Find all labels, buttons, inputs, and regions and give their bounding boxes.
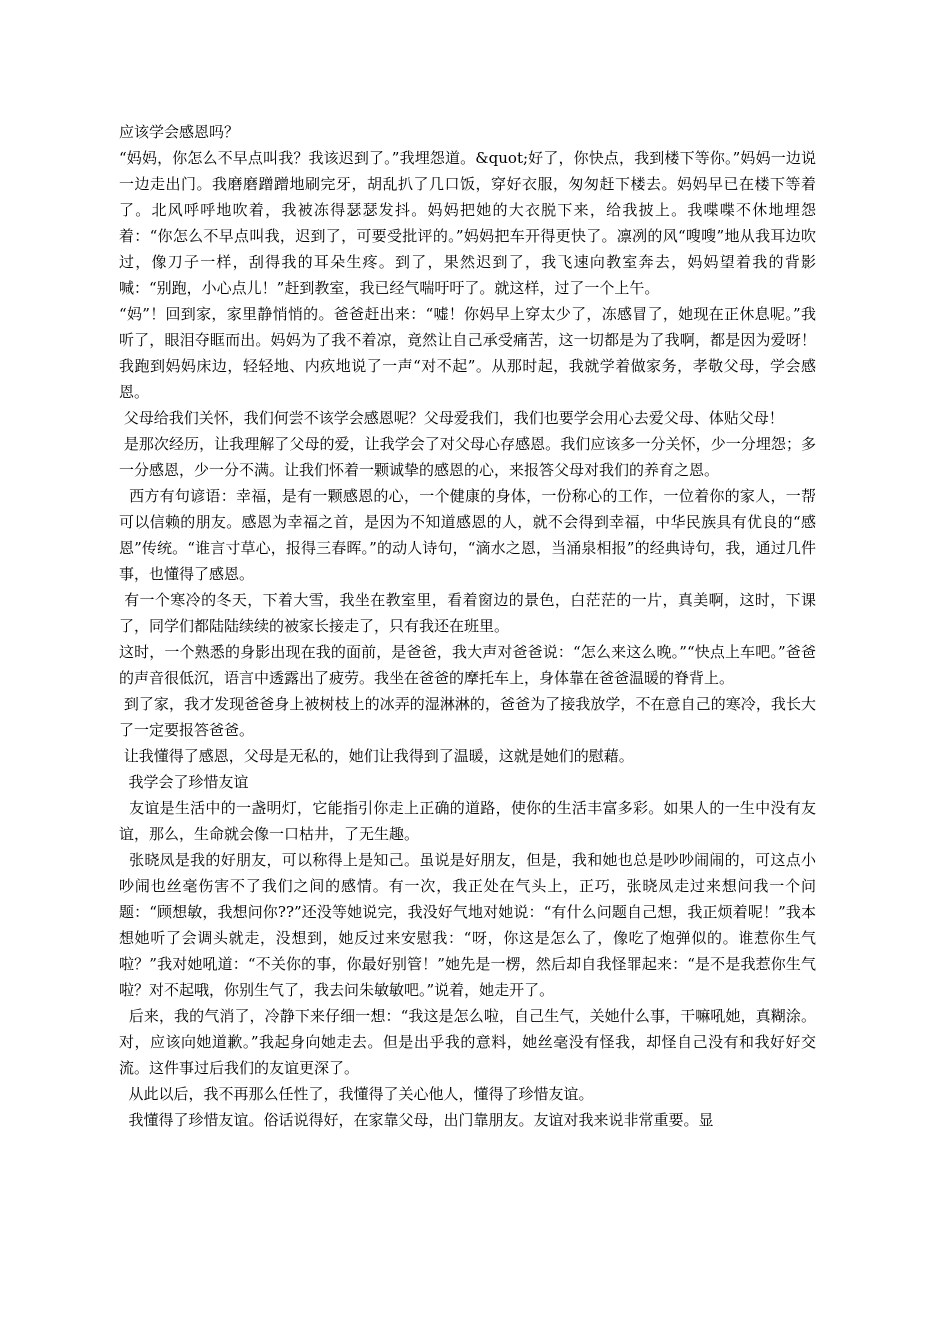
paragraph: 有一个寒冷的冬天，下着大雪，我坐在教室里，看着窗边的景色，白茫茫的一片，真美啊，这时，下课了，同学们都陆陆续续的被家长接走了，只有我还在班里。: [119, 591, 816, 635]
section-heading: 我学会了珍惜友谊: [119, 773, 249, 791]
document-body: [119, 119, 816, 1133]
paragraph: 后来，我的气消了，冷静下来仔细一想：“我这是怎么啦，自己生气，关她什么事，干嘛吼她，真糊涂。对，应该向她道歉。”我起身向她走去。但是出乎我的意料，她丝毫没有怪我，却怪自己没有和我好好交流。这件事过后我们的友谊更深了。: [119, 1007, 816, 1077]
paragraph: “妈妈，你怎么不早点叫我？我该迟到了。”我埋怨道。&quot;好了，你快点，我到楼下等你。”妈妈一边说一边走出门。我磨磨蹭蹭地刷完牙，胡乱扒了几口饭，穿好衣服，匆匆赶下楼去。妈妈早已在楼下等着了。北风呼呼地吹着，我被冻得瑟瑟发抖。妈妈把她的大衣脱下来，给我披上。我喋喋不休地埋怨着：“你怎么不早点叫我，迟到了，可要受批评的。”妈妈把车开得更快了。凛冽的风“嗖嗖”地从我耳边吹过，像刀子一样，刮得我的耳朵生疼。到了，果然迟到了，我飞速向教室奔去，妈妈望着我的背影喊：“别跑，小心点儿！”赶到教室，我已经气喘吁吁了。就这样，过了一个上午。: [119, 149, 816, 297]
paragraph: 这时，一个熟悉的身影出现在我的面前，是爸爸，我大声对爸爸说：“怎么来这么晚。”“快点上车吧。”爸爸的声音很低沉，语言中透露出了疲劳。我坐在爸爸的摩托车上，身体靠在爸爸温暖的脊背上。: [119, 643, 816, 687]
paragraph: 张晓凤是我的好朋友，可以称得上是知己。虽说是好朋友，但是，我和她也总是吵吵闹闹的，可这点小吵闹也丝毫伤害不了我们之间的感情。有一次，我正处在气头上，正巧，张晓凤走过来想问我一个问题：“顾想敏，我想问你??”还没等她说完，我没好气地对她说：“有什么问题自己想，我正烦着呢！”我本想她听了会调头就走，没想到，她反过来安慰我：“呀，你这是怎么了，像吃了炮弹似的。谁惹你生气啦？”我对她吼道：“不关你的事，你最好别管！”她先是一楞，然后却自我怪罪起来：“是不是我惹你生气啦？对不起哦，你别生气了，我去问朱敏敏吧。”说着，她走开了。: [119, 851, 816, 999]
document-title: 应该学会感恩吗？: [119, 123, 240, 141]
paragraph: “妈”！回到家，家里静悄悄的。爸爸赶出来：“嘘！你妈早上穿太少了，冻感冒了，她现在正休息呢。”我听了，眼泪夺眶而出。妈妈为了我不着凉，竟然让自己承受痛苦，这一切都是为了我啊，都是因为爱呀！我跑到妈妈床边，轻轻地、内疚地说了一声“对不起”。从那时起，我就学着做家务，孝敬父母，学会感恩。: [119, 305, 816, 401]
paragraph: 是那次经历，让我理解了父母的爱，让我学会了对父母心存感恩。我们应该多一分关怀，少一分埋怨；多一分感恩，少一分不满。让我们怀着一颗诚挚的感恩的心，来报答父母对我们的养育之恩。: [119, 435, 816, 479]
paragraph: 友谊是生活中的一盏明灯，它能指引你走上正确的道路，使你的生活丰富多彩。如果人的一生中没有友谊，那么，生命就会像一口枯井，了无生趣。: [119, 799, 816, 843]
paragraph: 让我懂得了感恩，父母是无私的，她们让我得到了温暖，这就是她们的慰藉。: [119, 747, 634, 765]
paragraph: 父母给我们关怀，我们何尝不该学会感恩呢？父母爱我们，我们也要学会用心去爱父母、体贴父母！: [119, 409, 784, 427]
paragraph: 从此以后，我不再那么任性了，我懂得了关心他人，懂得了珍惜友谊。: [119, 1085, 594, 1103]
paragraph: 西方有句谚语：幸福，是有一颗感恩的心，一个健康的身体，一份称心的工作，一位着你的家人，一帮可以信赖的朋友。感恩为幸福之首，是因为不知道感恩的人，就不会得到幸福，中华民族具有优良的“感恩”传统。“谁言寸草心，报得三春晖。”的动人诗句，“滴水之恩，当涌泉相报”的经典诗句，我，通过几件事，也懂得了感恩。: [119, 487, 816, 583]
paragraph: 到了家，我才发现爸爸身上被树枝上的冰弄的湿淋淋的，爸爸为了接我放学，不在意自己的寒冷，我长大了一定要报答爸爸。: [119, 695, 816, 739]
paragraph: 我懂得了珍惜友谊。俗话说得好，在家靠父母，出门靠朋友。友谊对我来说非常重要。显: [119, 1111, 714, 1129]
